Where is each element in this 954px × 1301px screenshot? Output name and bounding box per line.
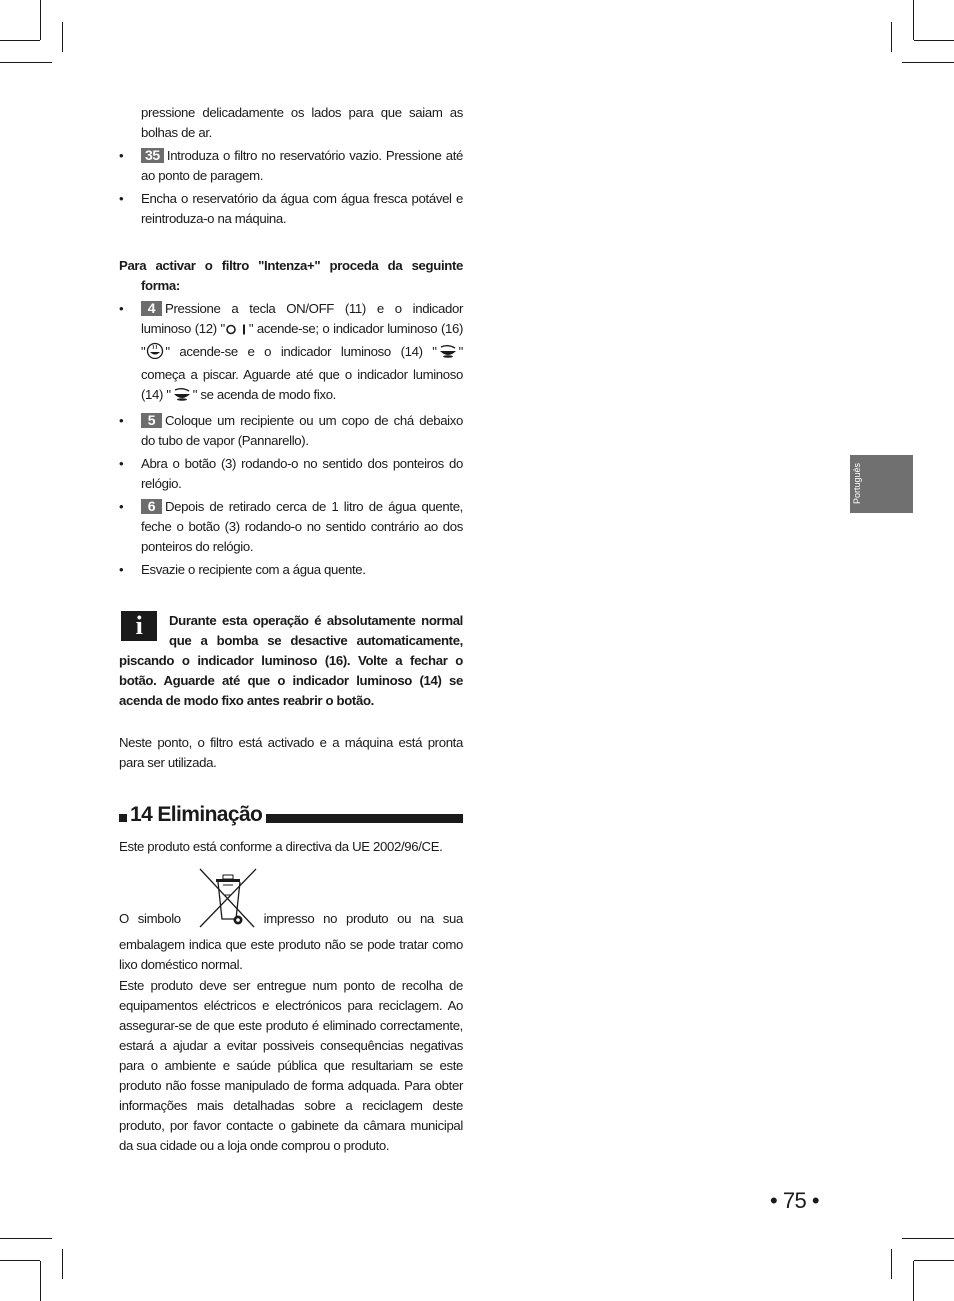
step-text: Esvazie o recipiente com a água quente. <box>141 562 366 577</box>
crop-mark <box>902 62 954 63</box>
step-number: 4 <box>141 301 162 316</box>
crop-mark <box>891 22 892 52</box>
step-text: " começa a piscar. Aguarde até que o indicador luminoso (14) " <box>141 344 463 402</box>
steam-cup-icon <box>171 386 193 408</box>
bullet: • <box>119 413 124 428</box>
bullet: • <box>119 499 124 514</box>
symbol-after: impresso no produto ou na sua embalagem indica que este produto não se pode tratar como lixo doméstico normal. <box>119 911 463 972</box>
crop-mark <box>0 1260 40 1261</box>
bullet: • <box>119 456 124 471</box>
step-text: Encha o reservatório da água com água fresca potável e reintroduza-o na máquina. <box>141 191 463 226</box>
bullet: • <box>119 562 124 577</box>
steam-cup-icon <box>437 343 459 365</box>
crop-mark <box>0 1238 52 1239</box>
bullet: • <box>119 191 124 206</box>
crop-mark <box>62 22 63 52</box>
language-tab-label: Português <box>852 462 862 504</box>
spacer <box>119 711 463 733</box>
heading-rule <box>266 814 463 823</box>
list-item <box>119 189 463 229</box>
bullet: • <box>119 148 124 163</box>
recycling-text: Este produto deve ser entregue num ponto de recolha de equipamentos eléctricos e electrónicos para reciclagem. Ao assegurar-se de que este produto é eliminado correctamente, estará a ajudar a evitar possiveis consequências negativas para o ambiente e saúde pública que resultariam se este produto não fosse manipulado de forma adquada. Para obter informações mais detalhadas sobre a reciclagem deste produto, por favor contacte o gabinete da câmara municipal da sua cidade ou a loja onde comprou o produto. <box>119 978 463 1153</box>
page-number: • 75 • <box>770 1188 820 1213</box>
step-text: " se acenda de modo fixo. <box>192 387 336 402</box>
info-note <box>119 611 463 711</box>
step-text: Abra o botão (3) rodando-o no sentido dos ponteiros do relógio. <box>141 456 463 491</box>
language-tab <box>850 455 913 513</box>
list-item <box>119 299 463 408</box>
symbol-paragraph <box>119 867 463 975</box>
crop-mark <box>902 1238 954 1239</box>
section-title: 14 Eliminação <box>130 803 263 826</box>
list-item <box>119 411 463 451</box>
info-icon-glyph: i <box>135 611 143 640</box>
crop-mark <box>914 1260 954 1261</box>
step-text: Introduza o filtro no reservatório vazio. Pressione até ao ponto de paragem. <box>141 148 463 183</box>
crop-mark <box>40 0 41 40</box>
crop-mark <box>62 1249 63 1279</box>
crop-mark <box>0 40 40 41</box>
step-text: Coloque um recipiente ou um copo de chá debaixo do tubo de vapor (Pannarello). <box>141 413 463 448</box>
crop-mark <box>891 1249 892 1279</box>
hot-water-cup-icon <box>145 342 165 365</box>
list-item <box>119 454 463 494</box>
step-number: 35 <box>141 148 164 163</box>
info-icon <box>121 611 157 641</box>
info-text: Durante esta operação é absolutamente normal que a bomba se desactive automaticamente, piscando o indicador luminoso (16). Volte a fechar o botão. Aguarde até que o indicador luminoso (14) se acenda de modo fixo antes reabrir o botão. <box>119 613 463 708</box>
step-number: 6 <box>141 499 162 514</box>
crossed-bin-icon <box>196 867 258 935</box>
step-text: " acende-se e o indicador luminoso (14) " <box>165 344 437 359</box>
crop-mark <box>0 62 52 63</box>
spacer <box>119 232 463 256</box>
spacer <box>119 583 463 607</box>
step-text: Pressione a tecla ON/OFF (11) e o indicador luminoso (12) " <box>141 301 463 336</box>
step-number: 5 <box>141 413 162 428</box>
power-light-icon <box>225 322 249 342</box>
bullet: • <box>119 301 124 316</box>
directive-text: Este produto está conforme a directiva da UE 2002/96/CE. <box>119 839 443 854</box>
crop-mark <box>914 40 954 41</box>
heading-square <box>119 814 127 822</box>
crop-mark <box>913 1261 914 1301</box>
symbol-before: O simbolo <box>119 911 181 926</box>
list-item <box>119 560 463 580</box>
intro-continuation: pressione delicadamente os lados para que saiam as bolhas de ar. <box>141 105 463 140</box>
step-text: " acende-se; o indicador luminoso (16) " <box>141 321 463 359</box>
step-text: Depois de retirado cerca de 1 litro de água quente, feche o botão (3) rodando-o no sentido contrário ao dos ponteiros do relógio. <box>141 499 463 554</box>
crop-mark <box>40 1261 41 1301</box>
activation-heading: Para activar o filtro "Intenza+" proceda da seguinte forma: <box>119 258 463 293</box>
section-heading <box>119 805 463 825</box>
main-column <box>119 103 463 1156</box>
list-item <box>119 146 463 186</box>
crop-mark <box>913 0 914 40</box>
ready-text: Neste ponto, o filtro está activado e a máquina está pronta para ser utilizada. <box>119 735 463 770</box>
list-item <box>119 497 463 557</box>
